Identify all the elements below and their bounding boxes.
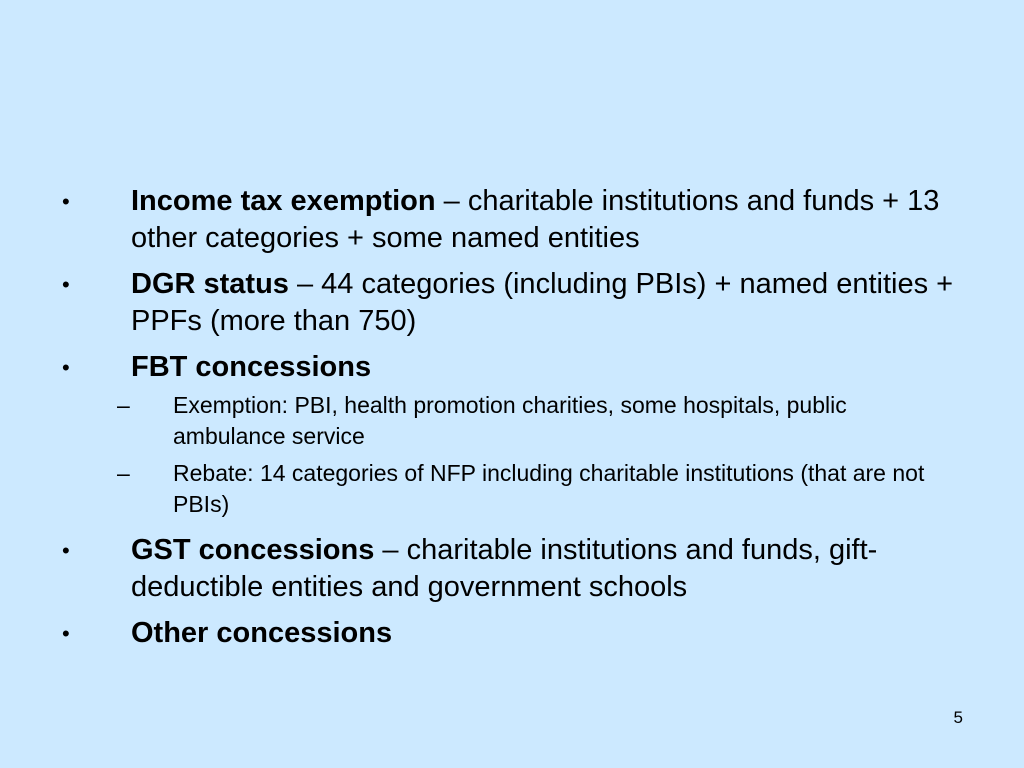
bullet-gst-concessions <box>0 532 1024 606</box>
bullet-income-tax-exemption <box>0 183 1024 257</box>
bullet-text: – 44 categories (including PBIs) + named entities + PPFs (more than 750) <box>131 268 954 337</box>
sub-bullet-exemption <box>0 390 1024 452</box>
bullet-other-concessions <box>0 615 1024 652</box>
bullet-dgr-status <box>0 266 1024 340</box>
bullet-text: – charitable institutions and funds + 13 other categories + some named entities <box>131 185 940 254</box>
bullet-heading: DGR status <box>131 268 289 300</box>
bullet-heading: FBT concessions <box>131 351 372 383</box>
bullet-marker: • <box>62 538 70 563</box>
bullet-heading: Income tax exemption <box>131 185 436 217</box>
bullet-marker: • <box>62 621 70 646</box>
sub-bullet-marker: – <box>117 392 130 418</box>
sub-bullet-rebate <box>0 458 1024 520</box>
bullet-heading: GST concessions <box>131 534 375 566</box>
bullet-list <box>0 183 1024 661</box>
sub-bullet-marker: – <box>117 460 130 486</box>
bullet-marker: • <box>62 189 70 214</box>
sub-bullet-text: Exemption: PBI, health promotion charities, some hospitals, public ambulance service <box>173 392 847 449</box>
bullet-marker: • <box>62 355 70 380</box>
bullet-text: – charitable institutions and funds, gift-deductible entities and government schools <box>131 534 878 603</box>
page-number: 5 <box>953 708 963 727</box>
bullet-fbt-concessions <box>0 349 1024 386</box>
bullet-marker: • <box>62 272 70 297</box>
sub-bullet-text: Rebate: 14 categories of NFP including charitable institutions (that are not PBIs) <box>173 460 925 517</box>
bullet-heading: Other concessions <box>131 617 393 649</box>
